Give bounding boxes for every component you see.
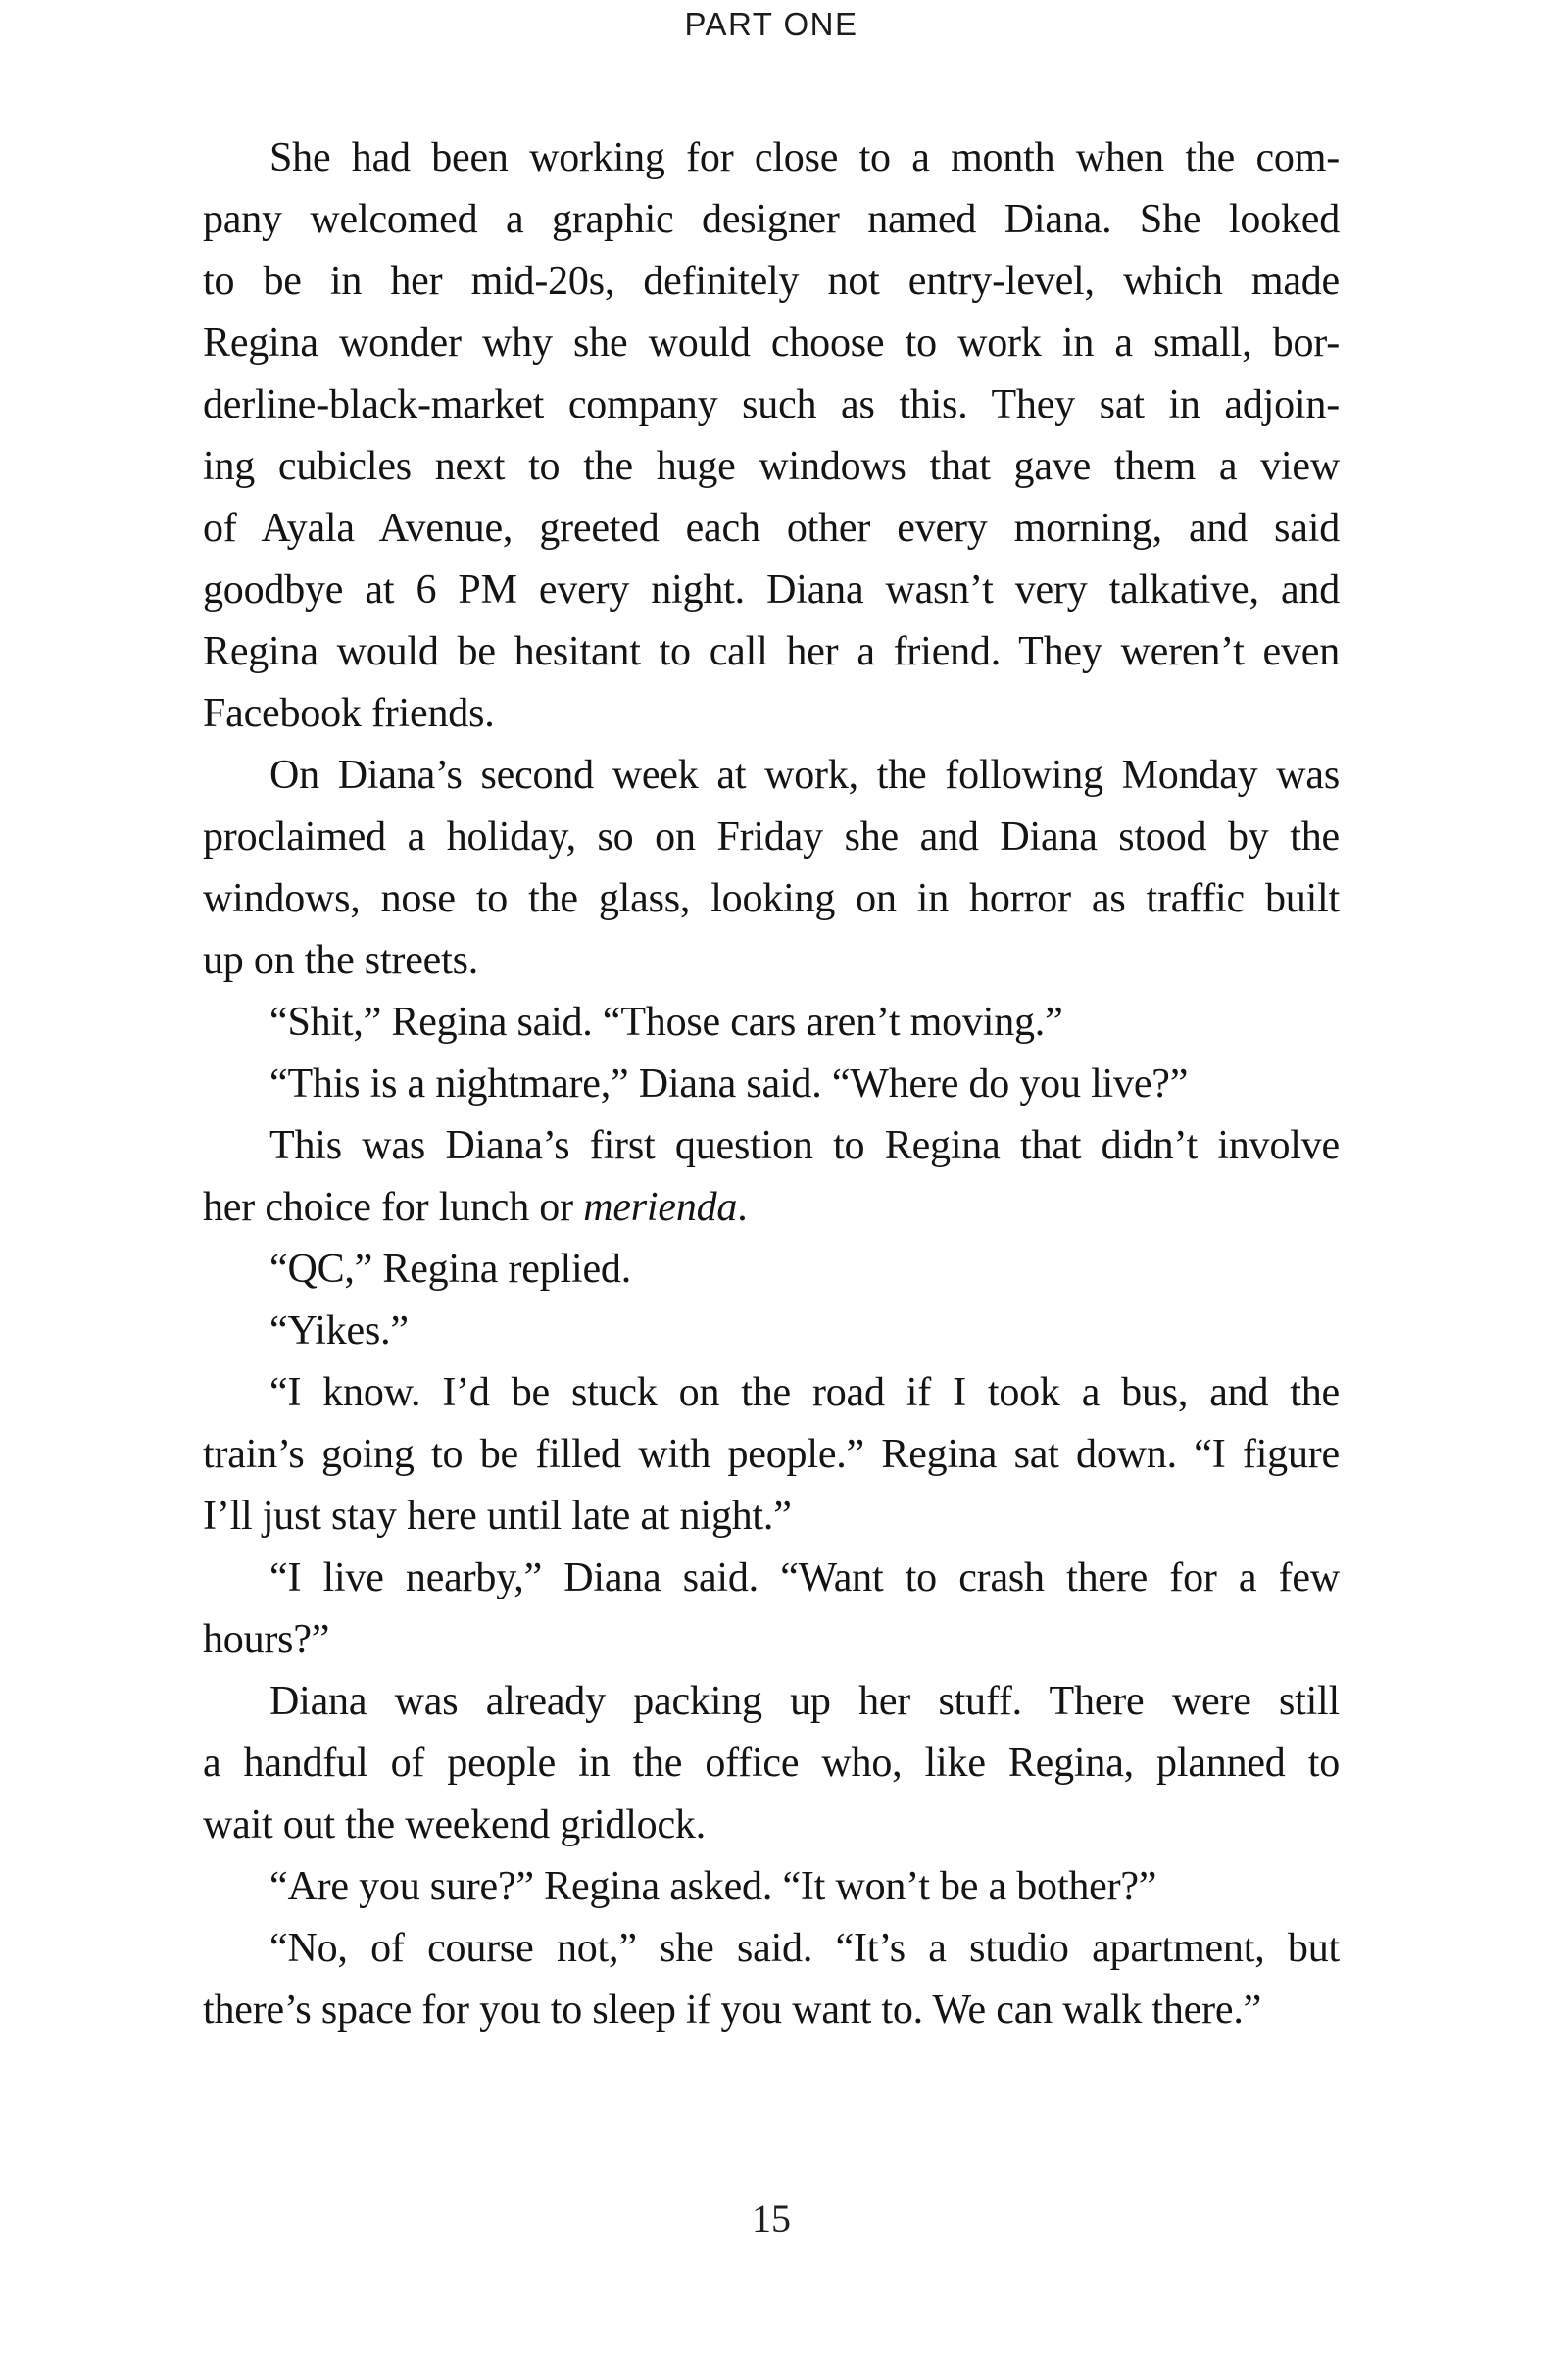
text-line: “Yikes.”: [270, 1308, 409, 1353]
text-line: “QC,” Regina replied.: [270, 1247, 632, 1292]
text-line: Regina wonder why she would choose to work in a small, bor-: [203, 320, 1340, 366]
text-line: Regina would be hesitant to call her a friend. They weren’t even: [203, 629, 1340, 674]
text-line: Diana was already packing up her stuff. There were still: [270, 1679, 1340, 1724]
text-line: “No, of course not,” she said. “It’s a studio apartment, but: [270, 1926, 1340, 1971]
text-line: her choice for lunch or merienda.: [203, 1185, 748, 1230]
text-line: On Diana’s second week at work, the following Monday was: [270, 753, 1340, 798]
text-line: hours?”: [203, 1617, 330, 1662]
text-line: a handful of people in the office who, like Regina, planned to: [203, 1741, 1340, 1786]
text-line: “This is a nightmare,” Diana said. “Where do you live?”: [270, 1061, 1189, 1107]
text-block: [203, 127, 1340, 2041]
text-line: windows, nose to the glass, looking on in horror as traffic built: [203, 876, 1340, 921]
text-line: pany welcomed a graphic designer named Diana. She looked: [203, 197, 1340, 242]
text-line: “Are you sure?” Regina asked. “It won’t be a bother?”: [270, 1864, 1157, 1909]
text-line: there’s space for you to sleep if you want to. We can walk there.”: [203, 1988, 1262, 2033]
text-line: goodbye at 6 PM every night. Diana wasn’t very talkative, and: [203, 567, 1340, 613]
text-line: of Ayala Avenue, greeted each other every morning, and said: [203, 506, 1340, 551]
text-line: to be in her mid-20s, definitely not entry-level, which made: [203, 259, 1340, 304]
italic-text: merienda: [583, 1185, 738, 1230]
text-line: This was Diana’s first question to Regina that didn’t involve: [270, 1123, 1340, 1168]
text-line: She had been working for close to a month when the com-: [270, 135, 1340, 180]
page-number: 15: [752, 2196, 791, 2240]
text-line: I’ll just stay here until late at night.”: [203, 1494, 792, 1539]
text-line: ing cubicles next to the huge windows that gave them a view: [203, 444, 1340, 489]
text-line: Facebook friends.: [203, 691, 495, 736]
text-line: proclaimed a holiday, so on Friday she and Diana stood by the: [203, 814, 1340, 860]
text-line: “I know. I’d be stuck on the road if I took a bus, and the: [270, 1370, 1340, 1415]
text-line: “I live nearby,” Diana said. “Want to crash there for a few: [270, 1555, 1340, 1600]
text-line: wait out the weekend gridlock.: [203, 1802, 707, 1847]
text-line: derline-black-market company such as this. They sat in adjoin-: [203, 382, 1340, 427]
text-line: “Shit,” Regina said. “Those cars aren’t moving.”: [270, 1000, 1063, 1045]
text-line: train’s going to be filled with people.” Regina sat down. “I figure: [203, 1432, 1340, 1477]
text-line: up on the streets.: [203, 938, 479, 983]
part-heading: PART ONE: [684, 6, 858, 42]
